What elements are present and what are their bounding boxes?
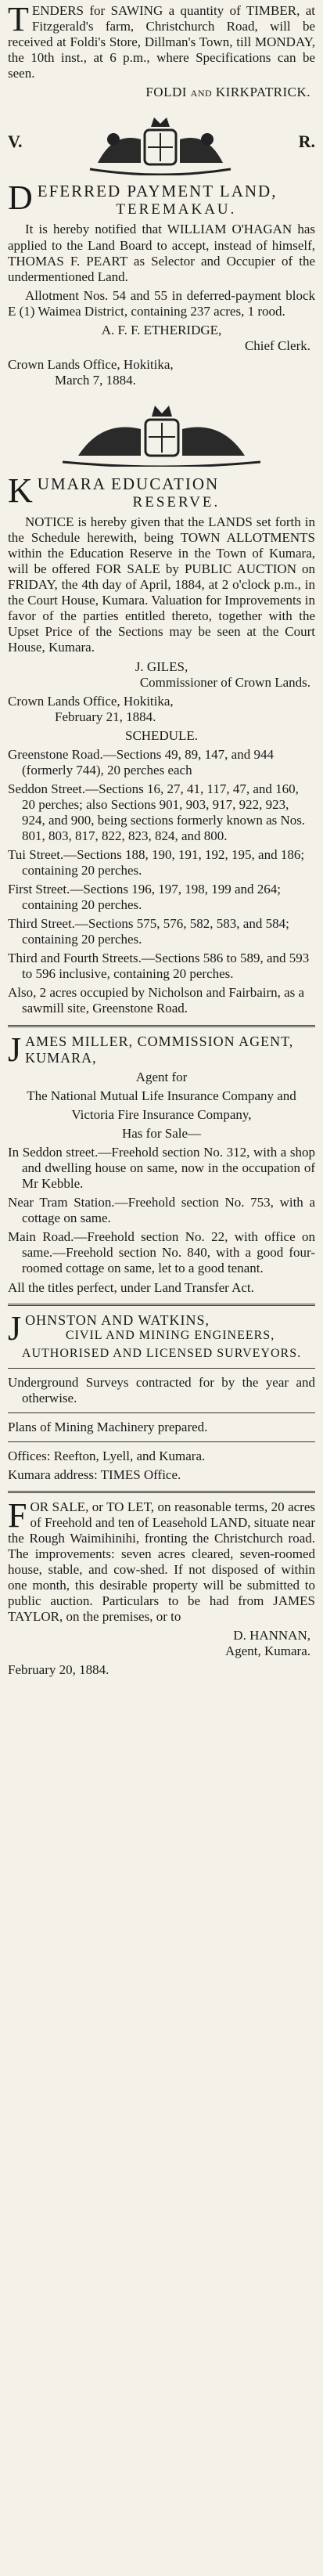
schedule-item: Tui Street.—Sections 188, 190, 191, 192, 195, and 186; containing 20 perches.	[8, 847, 305, 879]
schedule-title: SCHEDULE.	[124, 727, 199, 743]
deferred-payment-notice	[8, 179, 315, 388]
johnston-watkins-ad	[8, 1308, 315, 1483]
dropcap: J	[8, 1308, 23, 1348]
schedule-item: Also, 2 acres occupied by Nicholson and Fairbairn, as a sawmill site, Greenstone Road.	[8, 985, 305, 1016]
dropcap: T	[8, 0, 29, 38]
deferred-signer-title: Chief Clerk.	[244, 337, 310, 353]
royal-crest-header	[8, 108, 315, 175]
schedule-list	[8, 747, 315, 1017]
miller-item: All the titles perfect, under Land Transfer Act.	[8, 1279, 254, 1295]
miller-company-2: Victoria Fire Insurance Company,	[71, 1107, 252, 1123]
royal-coat-of-arms-icon	[66, 108, 254, 175]
deferred-signer: A. F. F. ETHERIDGE,	[101, 322, 222, 337]
jw-line: Plans of Mining Machinery prepared.	[8, 1419, 208, 1434]
jw-address: Kumara address: TIMES Office.	[8, 1467, 181, 1482]
jw-offices: Offices: Reefton, Lyell, and Kumara.	[8, 1448, 206, 1463]
education-reserve-notice	[8, 471, 315, 1017]
deferred-date: March 7, 1884.	[55, 372, 136, 388]
for-sale-date: February 20, 1884.	[8, 1662, 109, 1678]
jw-subheading-2: AUTHORISED AND LICENSED SURVEYORS.	[21, 1346, 302, 1360]
deferred-office: Crown Lands Office, Hokitika,	[8, 356, 174, 372]
tender-signature: FOLDI and KIRKPATRICK.	[145, 85, 310, 100]
divider	[8, 1304, 315, 1306]
miller-item: Main Road.—Freehold section No. 22, with office on same.—Freehold section No. 840, with a good four-roomed cottage on same, let to a good tenant.	[8, 1229, 315, 1276]
education-subheading: RESERVE.	[132, 493, 221, 511]
for-sale-signer-title: Agent, Kumara.	[224, 1643, 310, 1659]
dropcap: J	[8, 1030, 23, 1069]
schedule-item: Seddon Street.—Sections 16, 27, 41, 117, 47, and 160, 20 perches; also Sections 901, 903, 917, 922, 923, 924, and 900, being sections formerly known as Nos. 801, 803, 817, 822, 823, 824, and 800.	[8, 781, 306, 843]
divider	[8, 1025, 315, 1027]
tender-text: ENDERS for SAWING a quantity of TIMBER, at Fitzgerald's farm, Christchurch Road, will be received at Foldi's Store, Dillman's Town, till MONDAY, the 10th inst., at 6 p.m., where Specifications can be seen.	[8, 3, 315, 81]
education-date: February 21, 1884.	[55, 709, 156, 724]
education-signer: J. GILES,	[135, 658, 188, 674]
divider	[8, 1491, 315, 1493]
royal-coat-of-arms-icon	[8, 396, 315, 467]
miller-item: Near Tram Station.—Freehold section No. 753, with a cottage on same.	[8, 1195, 315, 1226]
divider	[8, 1441, 315, 1442]
miller-company-1: The National Mutual Life Insurance Company and	[27, 1088, 296, 1104]
dropcap: K	[8, 471, 34, 510]
jw-heading: OHNSTON AND WATKINS,	[25, 1311, 210, 1328]
for-sale-text: OR SALE, or TO LET, on reasonable terms, 20 acres of Freehold and ten of Leasehold LAND, situate near the Rough Waimihinihi, fronting the Christchurch road. The improvements: seven acres cleared, seven-roomed house, stable, and cow-shed. If not disposed of within one month, this desirable property will be submitted to public auction. Particulars to be had from JAMES TAYLOR, on the premises, or to	[8, 1499, 315, 1625]
miller-item: In Seddon street.—Freehold section No. 312, with a shop and dwelling house on same, now in the occupation of Mr Kebble.	[8, 1145, 315, 1192]
divider	[8, 1368, 315, 1369]
miller-for-sale: Has for Sale—	[121, 1126, 202, 1142]
deferred-heading: EFERRED PAYMENT LAND,	[37, 182, 278, 201]
dropcap: D	[8, 179, 34, 218]
dropcap: F	[8, 1495, 27, 1535]
tender-notice	[8, 0, 315, 100]
education-heading: UMARA EDUCATION	[37, 474, 220, 493]
deferred-allotment: Allotment Nos. 54 and 55 in deferred-payment block E (1) Waimea District, containing 237 acres, 1 rood.	[8, 287, 315, 319]
education-office: Crown Lands Office, Hokitika,	[8, 693, 174, 709]
schedule-item: Third Street.—Sections 575, 576, 582, 583, and 584; containing 20 perches.	[8, 916, 289, 947]
james-miller-ad	[8, 1030, 315, 1296]
deferred-body: It is hereby notified that WILLIAM O'HAGAN has applied to the Land Board to accept, instead of himself, THOMAS F. PEART as Selector and Occupier of the undermentioned Land.	[8, 222, 315, 284]
crest-right-letter: R.	[298, 132, 315, 152]
miller-heading: AMES MILLER, COMMISSION AGENT, KUMARA,	[25, 1033, 294, 1066]
schedule-item: Greenstone Road.—Sections 49, 89, 147, and 944 (formerly 744), 20 perches each	[8, 746, 274, 777]
education-signer-title: Commissioner of Crown Lands.	[139, 674, 310, 690]
crest-left-letter: V.	[8, 132, 23, 152]
education-body: NOTICE is hereby given that the LANDS set forth in the Schedule herewith, being TOWN ALLOTMENTS within the Education Reserve in the Town of Kumara, will be offered FOR SALE by PUBLIC AUCTION on FRIDAY, the 4th day of April, 1884, at 2 o'clock p.m., in the Court House, Kumara. Valuation for Improvements in favor of the parties entitled thereto, together with the Upset Price of the Sections may be seen at the Court House, Kumara.	[8, 514, 315, 655]
for-sale-ad	[8, 1495, 315, 1679]
jw-line: Underground Surveys contracted for by the year and otherwise.	[8, 1374, 315, 1405]
deferred-subheading: TEREMAKAU.	[116, 201, 237, 218]
divider	[8, 1412, 315, 1413]
schedule-item: First Street.—Sections 196, 197, 198, 199 and 264; containing 20 perches.	[8, 882, 281, 913]
miller-agent-for: Agent for	[135, 1069, 188, 1084]
schedule-item: Third and Fourth Streets.—Sections 586 to 589, and 593 to 596 inclusive, containing 20 perches.	[8, 951, 310, 982]
jw-subheading: CIVIL AND MINING ENGINEERS,	[65, 1328, 275, 1342]
for-sale-signer: D. HANNAN,	[233, 1628, 310, 1643]
